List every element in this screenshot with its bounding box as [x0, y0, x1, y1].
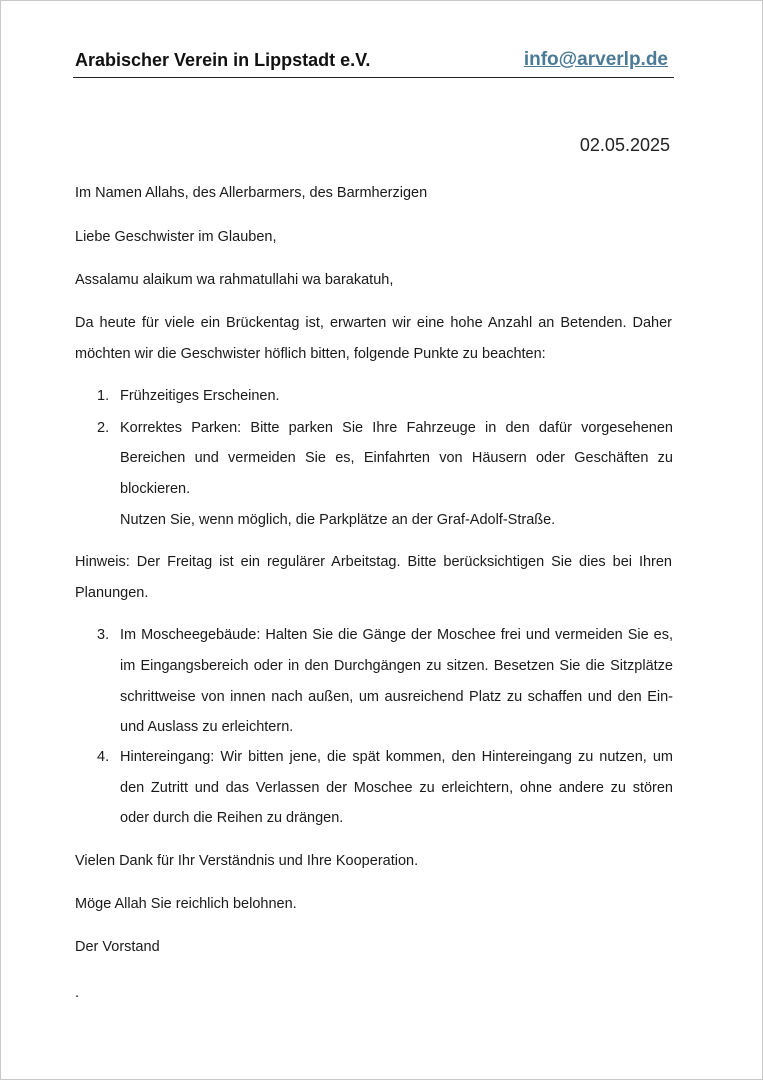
- list-number: 4.: [97, 749, 110, 765]
- intro-line-2: möchten wir die Geschwister höflich bitten, folgende Punkte zu beachten:: [75, 346, 546, 362]
- list-item-text: und Auslass zu erleichtern.: [120, 719, 294, 735]
- list-item-text: Bereichen und vermeiden Sie es, Einfahrten von Häusern oder Geschäften zu: [120, 450, 673, 466]
- list-item-text: Nutzen Sie, wenn möglich, die Parkplätze an der Graf-Adolf-Straße.: [120, 512, 556, 528]
- letter-date: 02.05.2025: [579, 135, 670, 155]
- list-item-text: Frühzeitiges Erscheinen.: [120, 388, 280, 404]
- note-line-2: Planungen.: [75, 585, 149, 601]
- list-item-text: Korrektes Parken: Bitte parken Sie Ihre Fahrzeuge in den dafür vorgesehenen: [120, 420, 673, 436]
- list-item-text: Hintereingang: Wir bitten jene, die spät kommen, den Hintereingang zu nutzen, um: [120, 749, 673, 765]
- blessing-line: Möge Allah Sie reichlich belohnen.: [75, 896, 297, 912]
- organization-name: Arabischer Verein in Lippstadt e.V.: [75, 50, 371, 70]
- note-line-1: Hinweis: Der Freitag ist ein regulärer Arbeitstag. Bitte berücksichtigen Sie dies bei Ihren: [75, 554, 672, 570]
- list-item-text: blockieren.: [120, 481, 191, 497]
- list-number: 1.: [97, 388, 110, 404]
- list-number: 2.: [97, 420, 110, 436]
- list-number: 3.: [97, 627, 110, 643]
- salam-line: Assalamu alaikum wa rahmatullahi wa barakatuh,: [75, 272, 394, 288]
- greeting-line: Liebe Geschwister im Glauben,: [75, 229, 277, 245]
- basmala-line: Im Namen Allahs, des Allerbarmers, des Barmherzigen: [75, 185, 428, 201]
- list-item-text: im Eingangsbereich oder in den Durchgängen zu sitzen. Besetzen Sie die Sitzplätze: [120, 658, 673, 674]
- signature-line: Der Vorstand: [75, 939, 160, 955]
- email-link[interactable]: info@arverlp.de: [523, 49, 668, 70]
- list-item-text: oder durch die Reihen zu drängen.: [120, 810, 344, 826]
- letterhead: [73, 47, 674, 78]
- list-item-text: Im Moscheegebäude: Halten Sie die Gänge der Moschee frei und vermeiden Sie es,: [120, 627, 673, 643]
- list-item-text: schrittweise von innen nach außen, um ausreichend Platz zu schaffen und den Ein-: [120, 689, 673, 705]
- trailing-dot: .: [75, 985, 80, 1001]
- intro-line-1: Da heute für viele ein Brückentag ist, erwarten wir eine hohe Anzahl an Betenden. Daher: [75, 315, 672, 331]
- thanks-line: Vielen Dank für Ihr Verständnis und Ihre Kooperation.: [75, 853, 419, 869]
- list-item-text: den Zutritt und das Verlassen der Moschee zu erleichtern, ohne andere zu stören: [120, 780, 673, 796]
